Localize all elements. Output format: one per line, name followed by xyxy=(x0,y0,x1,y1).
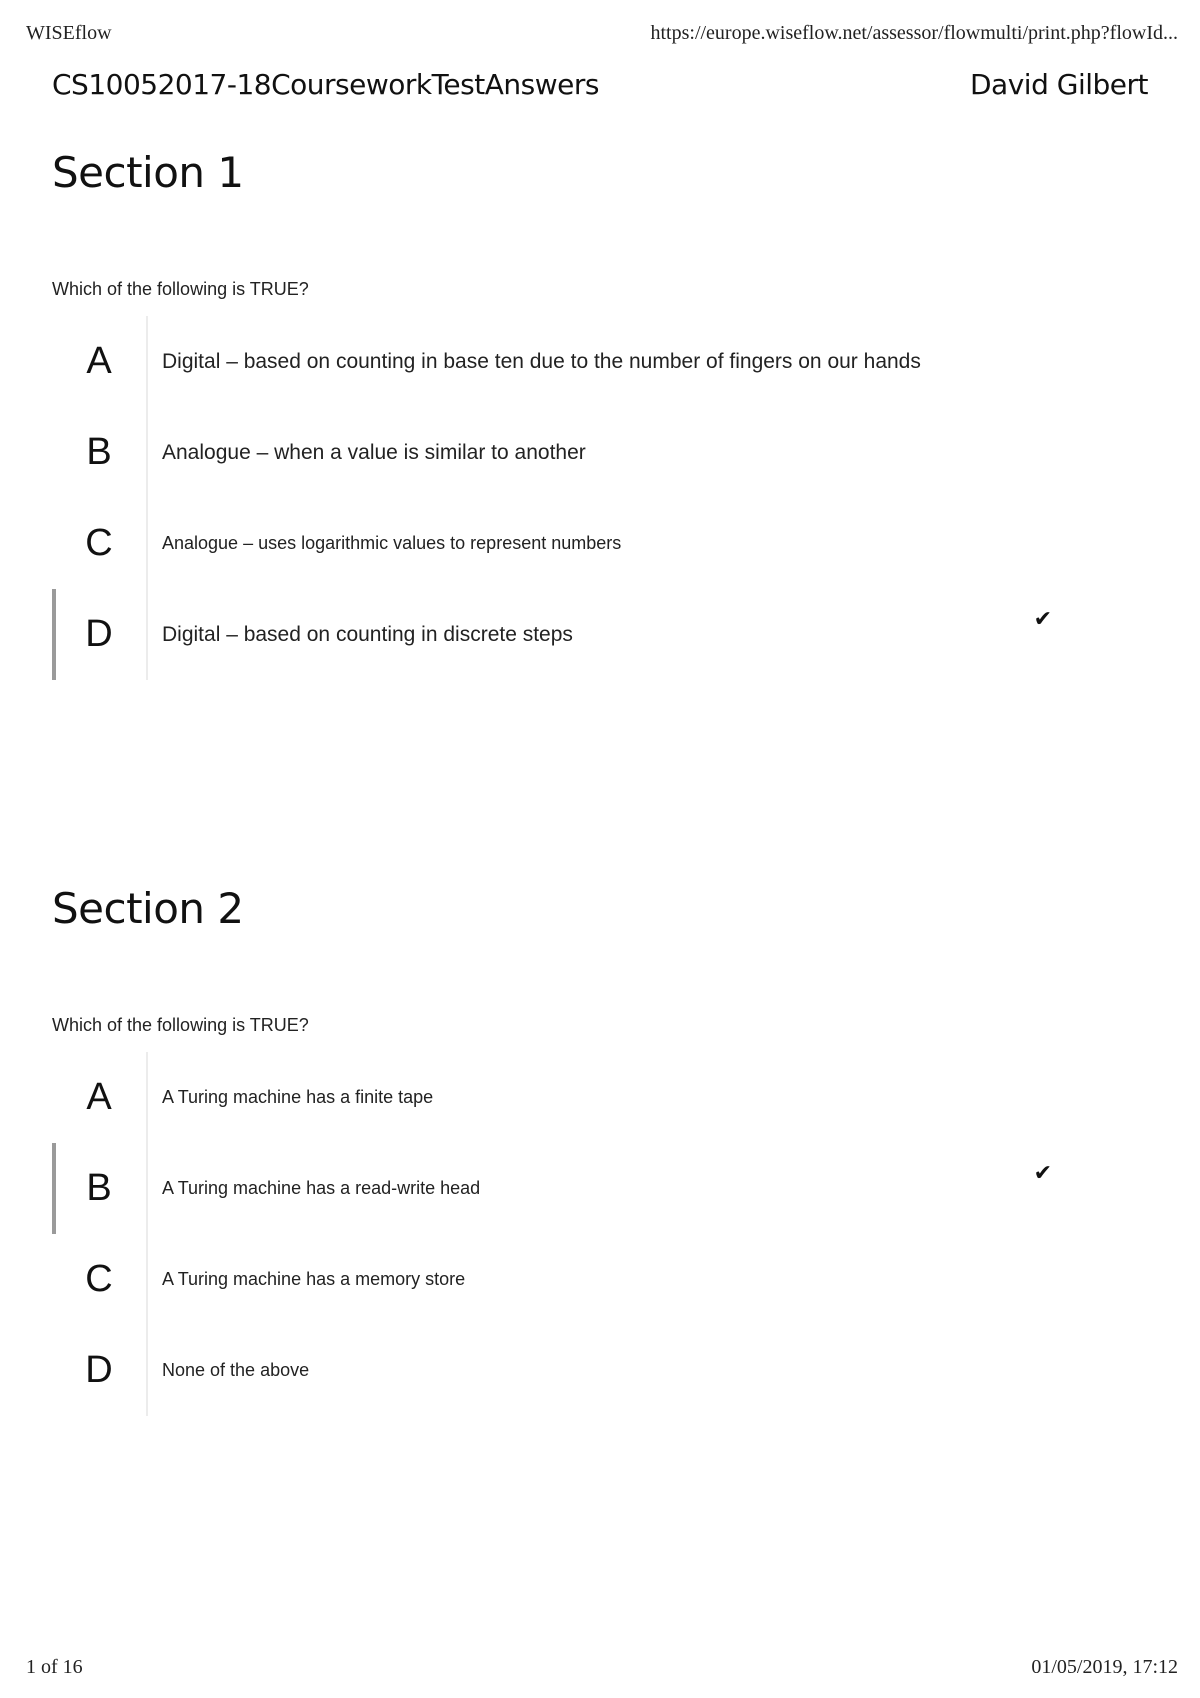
section-heading: Section 1 xyxy=(52,148,244,197)
option-text: A Turing machine has a memory store xyxy=(162,1269,466,1289)
section-1 xyxy=(52,148,1152,680)
answer-option-a[interactable] xyxy=(52,1052,1152,1143)
option-letter: B xyxy=(86,1167,112,1209)
answer-option-d[interactable] xyxy=(52,589,1152,680)
checkmark-icon: ✔ xyxy=(1033,607,1052,632)
option-text: Digital – based on counting in base ten due to the number of fingers on our hands xyxy=(162,349,921,373)
option-text: Analogue – when a value is similar to another xyxy=(162,440,586,464)
option-text: A Turing machine has a finite tape xyxy=(162,1087,434,1107)
answer-options xyxy=(52,1052,1152,1416)
option-letter: D xyxy=(85,613,113,655)
page-counter: 1 of 16 xyxy=(26,1656,83,1678)
option-letter: A xyxy=(86,1076,112,1118)
document-author: David Gilbert xyxy=(970,68,1148,101)
checkmark-icon: ✔ xyxy=(1033,1161,1052,1186)
answer-options xyxy=(52,316,1152,680)
section-heading: Section 2 xyxy=(52,884,244,933)
option-letter: D xyxy=(85,1349,113,1391)
option-text: A Turing machine has a read-write head xyxy=(162,1178,481,1198)
option-letter: B xyxy=(86,431,112,473)
answer-option-c[interactable] xyxy=(52,1234,1152,1325)
option-text: None of the above xyxy=(162,1360,310,1380)
answer-option-b[interactable] xyxy=(52,1143,1152,1234)
answer-option-d[interactable] xyxy=(52,1325,1152,1416)
option-letter: C xyxy=(85,522,113,564)
answer-option-c[interactable] xyxy=(52,498,1152,589)
question-text: Which of the following is TRUE? xyxy=(52,279,309,299)
answer-option-b[interactable] xyxy=(52,407,1152,498)
print-header-url: https://europe.wiseflow.net/assessor/flowmulti/print.php?flowId... xyxy=(650,22,1178,44)
answer-option-a[interactable] xyxy=(52,316,1152,407)
print-datetime: 01/05/2019, 17:12 xyxy=(1031,1656,1178,1678)
option-letter: C xyxy=(85,1258,113,1300)
print-header-site: WISEflow xyxy=(26,22,112,44)
section-2 xyxy=(52,884,1152,1416)
option-letter: A xyxy=(86,340,112,382)
document-title: CS10052017-18CourseworkTestAnswers xyxy=(52,68,599,101)
question-text: Which of the following is TRUE? xyxy=(52,1015,309,1035)
option-text: Digital – based on counting in discrete steps xyxy=(162,622,573,646)
option-text: Analogue – uses logarithmic values to represent numbers xyxy=(162,533,622,553)
